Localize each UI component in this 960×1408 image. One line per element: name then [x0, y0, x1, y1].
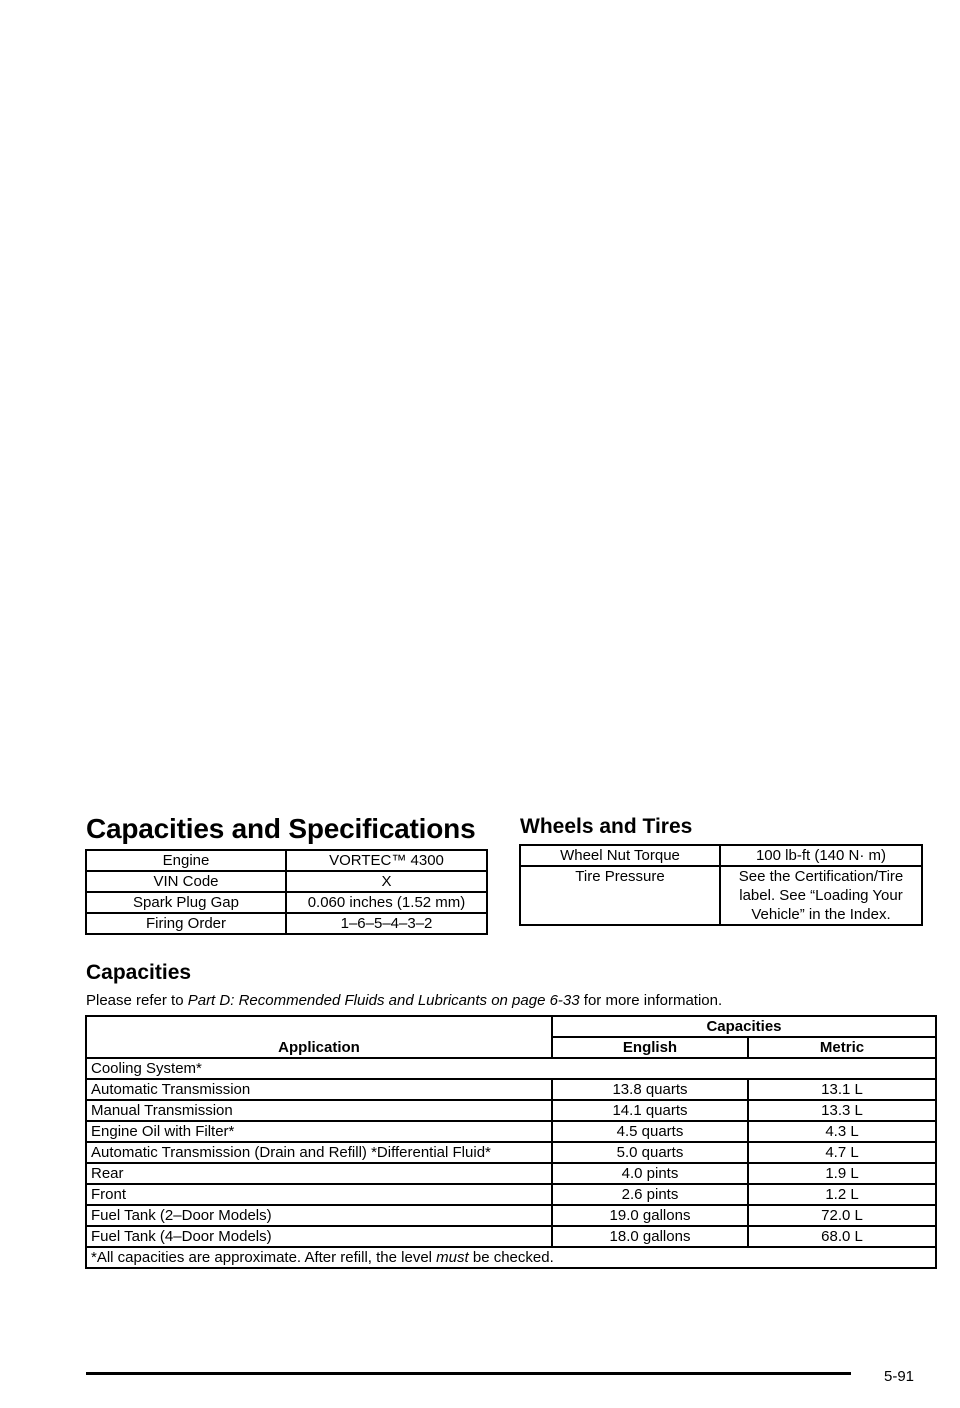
application-cell: Automatic Transmission: [86, 1079, 552, 1100]
spec-label: VIN Code: [86, 871, 286, 892]
application-cell: Fuel Tank (2–Door Models): [86, 1205, 552, 1226]
table-row: [86, 913, 487, 934]
application-cell: Automatic Transmission (Drain and Refill) *Differential Fluid*: [86, 1142, 552, 1163]
metric-cell: 1.2 L: [748, 1184, 936, 1205]
metric-header: Metric: [748, 1037, 936, 1058]
capacities-header: Capacities: [552, 1016, 936, 1037]
table-row: [86, 850, 487, 871]
application-cell: Rear: [86, 1163, 552, 1184]
english-cell: 2.6 pints: [552, 1184, 748, 1205]
metric-cell: 68.0 L: [748, 1226, 936, 1247]
english-cell: 4.0 pints: [552, 1163, 748, 1184]
table-row: [86, 1079, 936, 1100]
refer-suffix: for more information.: [579, 992, 723, 1009]
table-row: [86, 1121, 936, 1142]
metric-cell: 13.3 L: [748, 1100, 936, 1121]
footer-rule: [86, 1372, 851, 1375]
footnote-prefix: *All capacities are approximate. After refill, the level: [91, 1249, 437, 1266]
spec-value: 1–6–5–4–3–2: [286, 913, 487, 934]
engine-spec-table: [85, 849, 488, 935]
table-row: [520, 845, 922, 866]
application-cell: Front: [86, 1184, 552, 1205]
footnote-cell: [86, 1247, 936, 1268]
spec-label: Firing Order: [86, 913, 286, 934]
page-title: Capacities and Specifications: [86, 813, 476, 844]
wheels-section-title: Wheels and Tires: [520, 815, 693, 838]
spec-value: X: [286, 871, 487, 892]
english-cell: 14.1 quarts: [552, 1100, 748, 1121]
application-cell: Fuel Tank (4–Door Models): [86, 1226, 552, 1247]
metric-cell: 72.0 L: [748, 1205, 936, 1226]
table-row: [86, 1142, 936, 1163]
table-row: [86, 1058, 936, 1079]
spec-label: Spark Plug Gap: [86, 892, 286, 913]
table-header-row: [86, 1016, 936, 1037]
english-header: English: [552, 1037, 748, 1058]
footnote-emphasis: must: [436, 1249, 469, 1266]
spec-label: Tire Pressure: [520, 866, 720, 925]
table-row: [520, 866, 922, 925]
refer-link: Part D: Recommended Fluids and Lubricants on page 6-33: [187, 992, 580, 1009]
table-row: [86, 1205, 936, 1226]
capacities-section-title: Capacities: [86, 961, 192, 984]
application-cell: Engine Oil with Filter*: [86, 1121, 552, 1142]
spec-label: Wheel Nut Torque: [520, 845, 720, 866]
english-cell: 4.5 quarts: [552, 1121, 748, 1142]
spec-label: Engine: [86, 850, 286, 871]
table-row: [86, 1163, 936, 1184]
table-row: [86, 1100, 936, 1121]
table-row: [86, 1226, 936, 1247]
english-cell: 18.0 gallons: [552, 1226, 748, 1247]
application-cell: Cooling System*: [86, 1058, 936, 1079]
spec-value: 0.060 inches (1.52 mm): [286, 892, 487, 913]
page-number: 5-91: [884, 1368, 915, 1385]
refer-prefix: Please refer to: [86, 992, 188, 1009]
refer-text: [86, 991, 722, 1011]
metric-cell: 13.1 L: [748, 1079, 936, 1100]
english-cell: 5.0 quarts: [552, 1142, 748, 1163]
footnote-suffix: be checked.: [468, 1249, 554, 1266]
spec-value: VORTEC™ 4300: [286, 850, 487, 871]
spec-value: 100 lb-ft (140 N· m): [720, 845, 922, 866]
application-cell: Manual Transmission: [86, 1100, 552, 1121]
table-row: [86, 1184, 936, 1205]
spec-value: See the Certification/Tire label. See “Loading Your Vehicle” in the Index.: [720, 866, 922, 925]
table-row: [86, 892, 487, 913]
capacities-table: [85, 1015, 937, 1269]
metric-cell: 4.3 L: [748, 1121, 936, 1142]
metric-cell: 4.7 L: [748, 1142, 936, 1163]
table-row: [86, 871, 487, 892]
metric-cell: 1.9 L: [748, 1163, 936, 1184]
application-header: Application: [86, 1016, 552, 1058]
wheels-spec-table: [519, 844, 923, 926]
english-cell: 19.0 gallons: [552, 1205, 748, 1226]
english-cell: 13.8 quarts: [552, 1079, 748, 1100]
table-footnote-row: [86, 1247, 936, 1268]
